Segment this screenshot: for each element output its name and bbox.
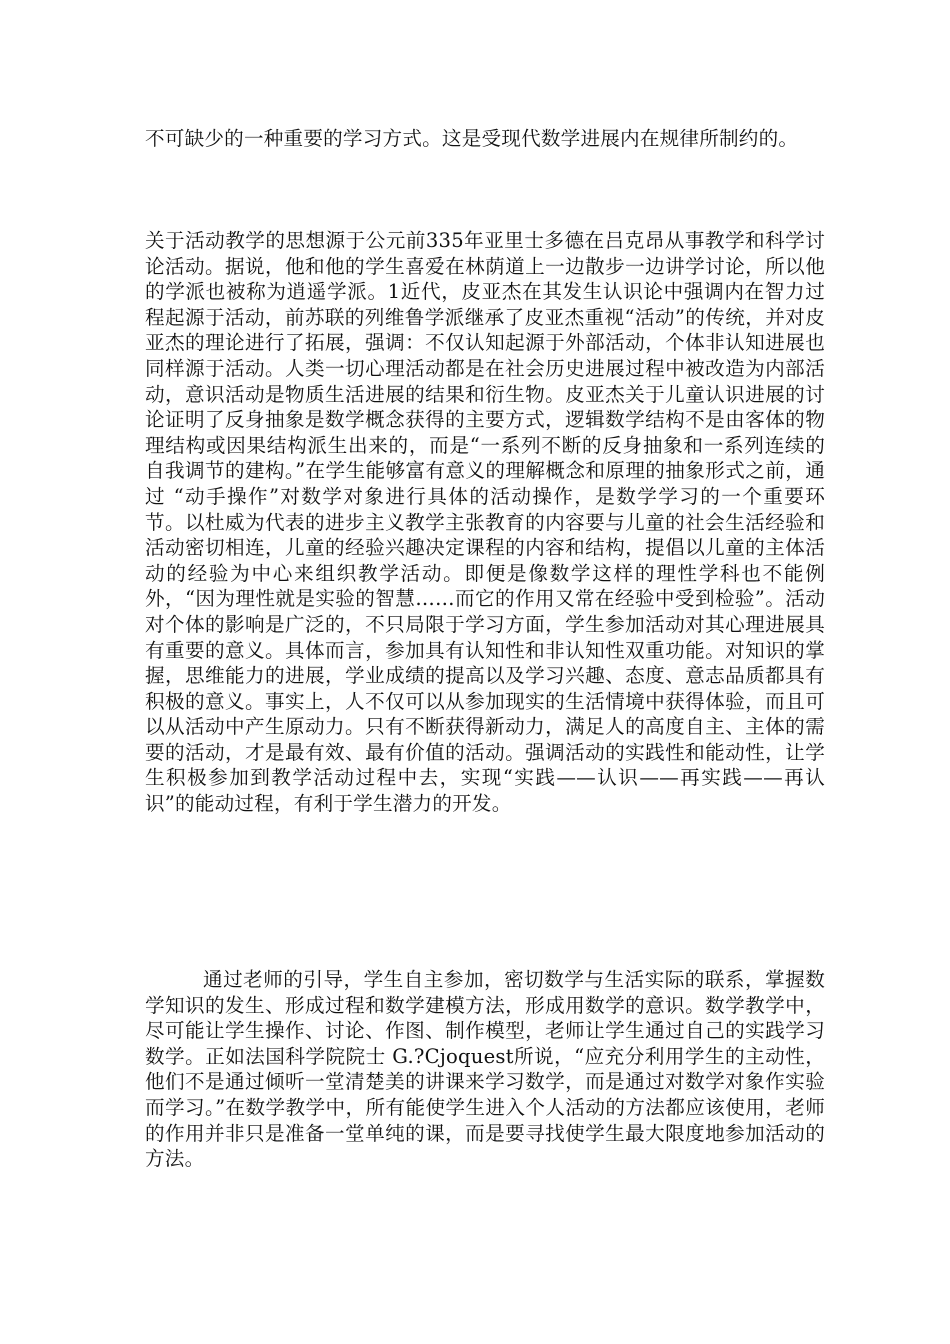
paragraph-teacher-guidance: 通过老师的引导，学生自主参加，密切数学与生活实际的联系，掌握数学知识的发生、形成过程和数学建模方法，形成用数学的意识。数学教学中，尽可能让学生操作、讨论、作图、制作模型，老师让学生通过自己的实践学习数学。正如法国科学院院士 G.?Cjoquest所说，“应充分利用学生的主动性，他们不是通过倾听一堂清楚美的讲课来学习数学，而是通过对数学对象作实验而学习。”在数学教学中，所有能使学生进入个人活动的方法都应该使用，老师的作用并非只是准备一堂单纯的课，而是要寻找使学生最大限度地参加活动的方法。 [145,968,825,1171]
paragraph-activity-teaching-origins: 关于活动教学的思想源于公元前335年亚里士多德在吕克昂从事教学和科学讨论活动。据说，他和他的学生喜爱在林荫道上一边散步一边讲学讨论，所以他的学派也被称为逍遥学派。1近代，皮亚杰在其发生认识论中强调内在智力过程起源于活动，前苏联的列维鲁学派继承了皮亚杰重视“活动”的传统，并对皮亚杰的理论进行了拓展，强调：不仅认知起源于外部活动，个体非认知进展也同样源于活动。人类一切心理活动都是在社会历史进展过程中被改造为内部活动，意识活动是物质生活进展的结果和衍生物。皮亚杰关于儿童认识进展的讨论证明了反身抽象是数学概念获得的主要方式，逻辑数学结构不是由客体的物理结构或因果结构派生出来的，而是“一系列不断的反身抽象和一系列连续的自我调节的建构。”在学生能够富有意义的理解概念和原理的抽象形式之前，通过 “动手操作”对数学对象进行具体的活动操作，是数学学习的一个重要环节。以杜威为代表的进步主义教学主张教育的内容要与儿童的社会生活经验和活动密切相连，儿童的经验兴趣决定课程的内容和结构，提倡以儿童的主体活动的经验为中心来组织教学活动。即便是像数学这样的理性学科也不能例外，“因为理性就是实验的智慧……而它的作用又常在经验中受到检验”。活动对个体的影响是广泛的，不只局限于学习方面，学生参加活动对其心理进展具有重要的意义。具体而言，参加具有认知性和非认知性双重功能。对知识的掌握，思维能力的进展，学业成绩的提高以及学习兴趣、态度、意志品质都具有积极的意义。事实上，人不仅可以从参加现实的生活情境中获得体验，而且可以从活动中产生原动力。只有不断获得新动力，满足人的高度自主、主体的需要的活动，才是最有效、最有价值的活动。强调活动的实践性和能动性，让学生积极参加到教学活动过程中去，实现“实践——认识——再实践——再认识”的能动过程，有利于学生潜力的开发。 [145,229,825,816]
paragraph-continuation: 不可缺少的一种重要的学习方式。这是受现代数学进展内在规律所制约的。 [145,127,799,150]
